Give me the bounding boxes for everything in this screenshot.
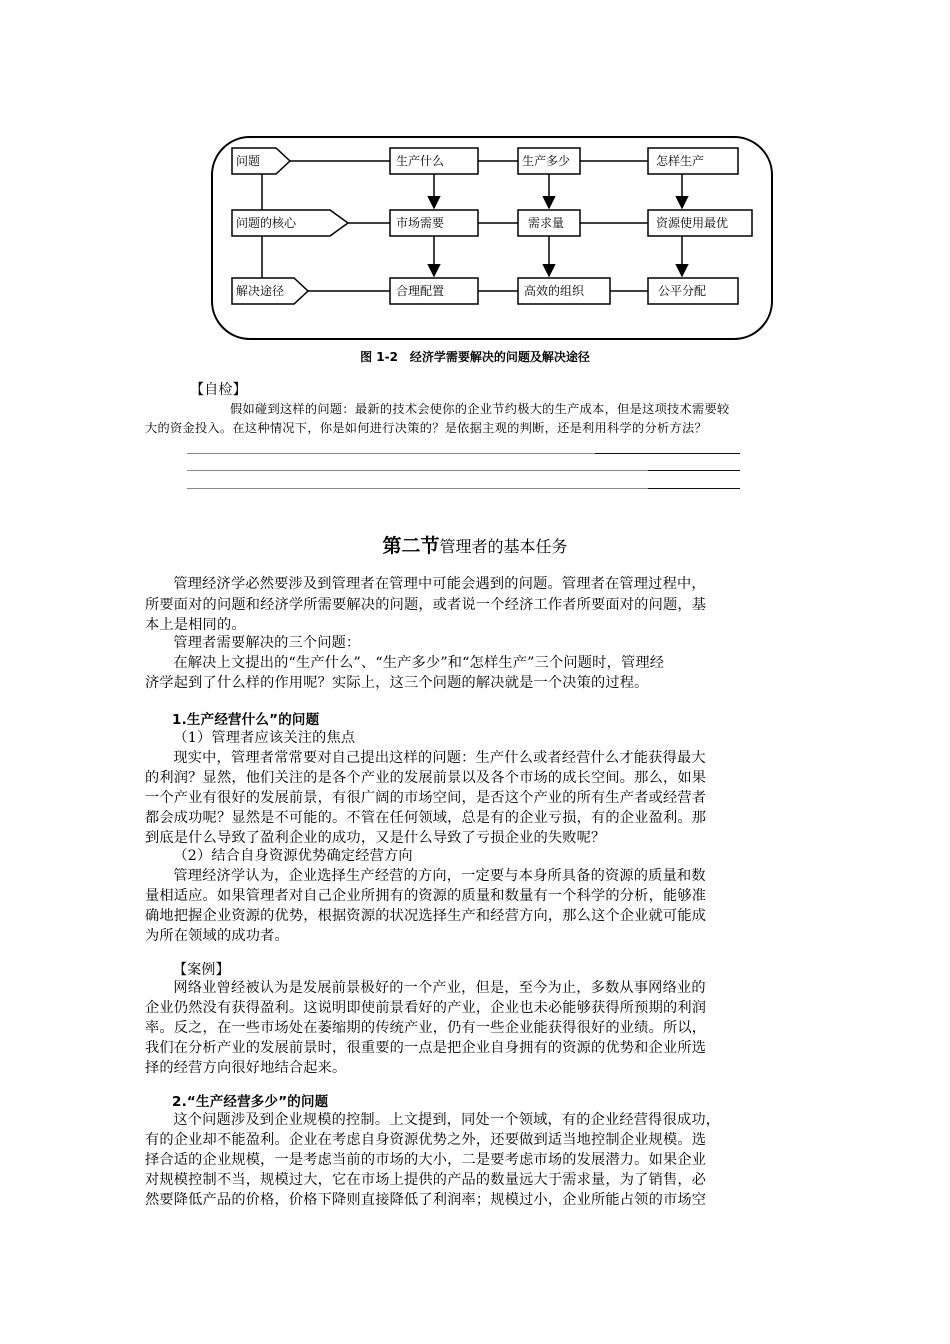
figure-caption: 图 1-2 经济学需要解决的问题及解决途径 (360, 350, 590, 364)
intro-p3-line2: 济学起到了什么样的作用呢？实际上，这三个问题的解决就是一个决策的过程。 (145, 675, 649, 691)
case-line3: 率。反之，在一些市场处在萎缩期的传统产业，仍有一些企业能获得很好的业绩。所以， (145, 1020, 707, 1036)
flow-diagram (210, 135, 774, 341)
r3c1-label: 合理配置 (396, 284, 445, 298)
row2-label: 问题的核心 (236, 216, 297, 230)
intro-p3-line1: 在解决上文提出的“生产什么”、“生产多少”和“怎样生产”三个问题时，管理经 (173, 655, 665, 671)
answer-line-2-tail (648, 470, 740, 471)
h2-line4: 对规模控制不当，规模过大，它在市场上提供的产品的数量远大于需求量，为了销售，必 (145, 1172, 707, 1188)
intro-p2: 管理者需要解决的三个问题： (173, 635, 361, 651)
case-heading: 【案例】 (173, 962, 230, 978)
intro-p1-line3: 本上是相同的。 (145, 617, 246, 633)
h1-p1-line3: 一个产业有很好的发展前景，有很广阔的市场空间，是否这个产业的所有生产者或经营者 (145, 790, 707, 806)
answer-line-3-tail (648, 488, 740, 489)
h1-p2-line2: 量相适应。如果管理者对自己企业所拥有的资源的质量和数量有一个科学的分析，能够准 (145, 888, 707, 904)
r2c1-label: 市场需要 (396, 216, 445, 230)
case-line2: 企业仍然没有获得盈利。这说明即使前景看好的产业，企业也未必能够获得所预期的利润 (145, 1000, 707, 1016)
heading-2: 2.“生产经营多少”的问题 (172, 1094, 329, 1110)
section-title (0, 531, 950, 558)
self-check-heading: 【自检】 (190, 382, 247, 398)
r3c3-label: 公平分配 (658, 284, 707, 298)
h1-p1-line1: 现实中，管理者常常要对自己提出这样的问题：生产什么或者经营什么才能获得最大 (173, 750, 706, 766)
r2c2-label: 需求量 (528, 216, 565, 230)
answer-line-1-tail (595, 453, 740, 454)
h2-line1: 这个问题涉及到企业规模的控制。上文提到，同处一个领域，有的企业经营得很成功， (173, 1112, 721, 1128)
intro-p1-line2: 所要面对的问题和经济学所需要解决的问题，或者说一个经济工作者所要面对的问题，基 (145, 597, 707, 613)
h1-p1-line4: 都会成功呢？显然是不可能的。不管在任何领域，总是有的企业亏损，有的企业盈利。那 (145, 810, 707, 826)
intro-p1-line1: 管理经济学必然要涉及到管理者在管理中可能会遇到的问题。管理者在管理过程中， (173, 576, 706, 592)
row3-label: 解决途径 (236, 284, 285, 298)
row1-label: 问题 (236, 154, 261, 168)
self-check-line2: 大的资金投入。在这种情况下，你是如何进行决策的？是依据主观的判断，还是利用科学的分析方法？ (145, 421, 707, 435)
r1c3-label: 怎样生产 (656, 154, 705, 168)
case-line4: 我们在分析产业的发展前景时，很重要的一点是把企业自身拥有的资源的优势和企业所选 (145, 1040, 707, 1056)
self-check-line1: 假如碰到这样的问题：最新的技术会使你的企业节约极大的生产成本，但是这项技术需要较 (230, 402, 730, 416)
h2-line3: 择合适的企业规模，一是考虑当前的市场的大小，二是要考虑市场的发展潜力。如果企业 (145, 1152, 707, 1168)
r2c3-label: 资源使用最优 (656, 216, 729, 230)
r3c2-label: 高效的组织 (524, 284, 585, 298)
heading-1: 1.生产经营什么”的问题 (172, 712, 320, 728)
h1-p1-line5: 到底是什么导致了盈利企业的成功，又是什么导致了亏损企业的失败呢？ (145, 830, 606, 846)
h2-line5: 然要降低产品的价格，价格下降则直接降低了利润率；规模过小，企业所能占领的市场空 (145, 1192, 707, 1208)
r1c2-label: 生产多少 (522, 154, 571, 168)
h1-p1-line2: 的利润？显然，他们关注的是各个产业的发展前景以及各个市场的成长空间。那么，如果 (145, 770, 707, 786)
h1-p2-line3: 确地把握企业资源的优势，根据资源的状况选择生产和经营方向，那么这个企业就可能成 (145, 908, 707, 924)
section-number: 第二节 (382, 535, 440, 557)
heading-1-sub1: （1）管理者应该关注的焦点 (173, 730, 356, 746)
h2-line2: 有的企业却不能盈利。企业在考虑自身资源优势之外，还要做到适当地控制企业规模。选 (145, 1132, 707, 1148)
case-line5: 择的经营方向很好地结合起来。 (145, 1060, 347, 1076)
h1-p2-line1: 管理经济学认为，企业选择生产经营的方向，一定要与本身所具备的资源的质量和数 (173, 868, 706, 884)
case-line1: 网络业曾经被认为是发展前景极好的一个产业，但是，至今为止，多数从事网络业的 (173, 980, 706, 996)
r1c1-label: 生产什么 (396, 154, 445, 168)
h1-p2-line4: 为所在领域的成功者。 (145, 928, 289, 944)
heading-1-sub2: （2）结合自身资源优势确定经营方向 (173, 848, 413, 864)
section-name: 管理者的基本任务 (439, 537, 568, 556)
